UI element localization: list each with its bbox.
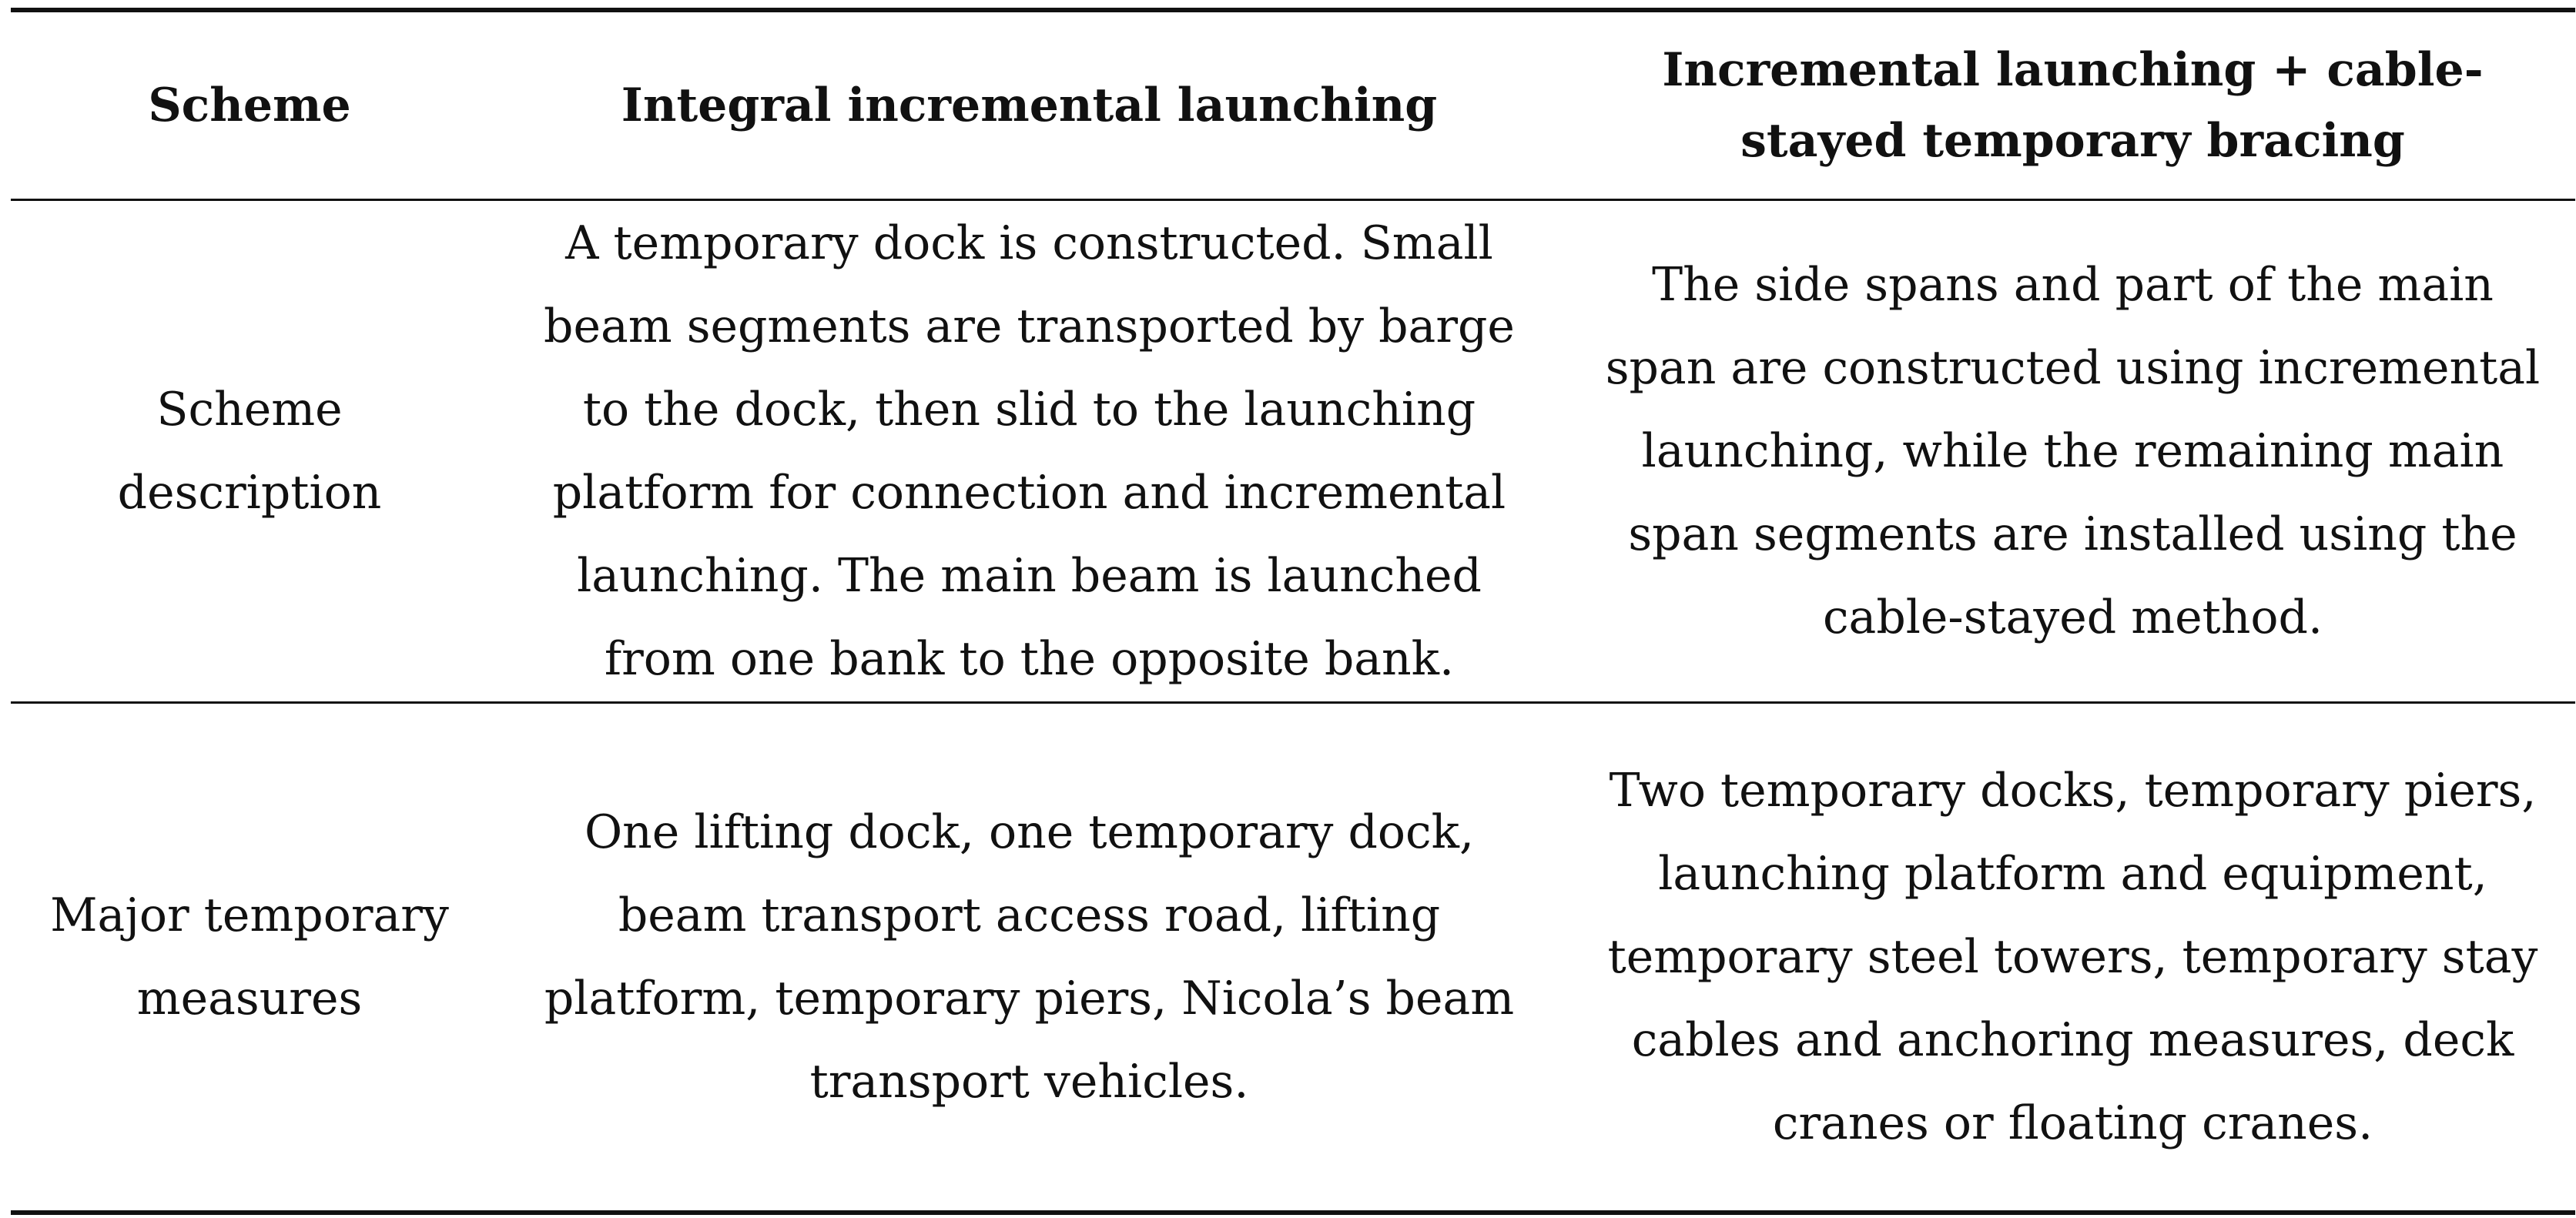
row-label-scheme-description: Scheme description — [117, 383, 382, 520]
table-header-row — [11, 10, 2575, 200]
scheme-comparison-table — [11, 8, 2575, 1215]
cell-cable-stayed-measures: Two temporary docks, temporary piers, launching platform and equipment, temporary steel towers, temporary stay cables and anchoring measures, deck cranes or floating cranes. — [1607, 764, 2538, 1150]
cell-integral-measures: One lifting dock, one temporary dock, beam transport access road, lifting platform, temporary piers, Nicola’s beam transport vehicles. — [544, 805, 1515, 1109]
header-incremental-cable-stayed: Incremental launching + cable-stayed temporary bracing — [1662, 43, 2484, 168]
row-label-major-temporary-measures: Major temporary measures — [50, 888, 449, 1026]
header-integral-incremental-launching: Integral incremental launching — [621, 79, 1438, 132]
table-row — [11, 200, 2575, 703]
cell-cable-stayed-description: The side spans and part of the main span are constructed using incremental launching, while the remaining main span segments are installed using the cable-stayed method. — [1605, 258, 2541, 644]
table-row — [11, 703, 2575, 1213]
cell-integral-description: A temporary dock is constructed. Small beam segments are transported by barge to the dock, then slid to the launching platform for connection and incremental launching. The main beam is launched from one bank to the opposite bank. — [544, 216, 1515, 686]
comparison-table-container — [11, 8, 2575, 1215]
header-scheme: Scheme — [148, 79, 351, 132]
